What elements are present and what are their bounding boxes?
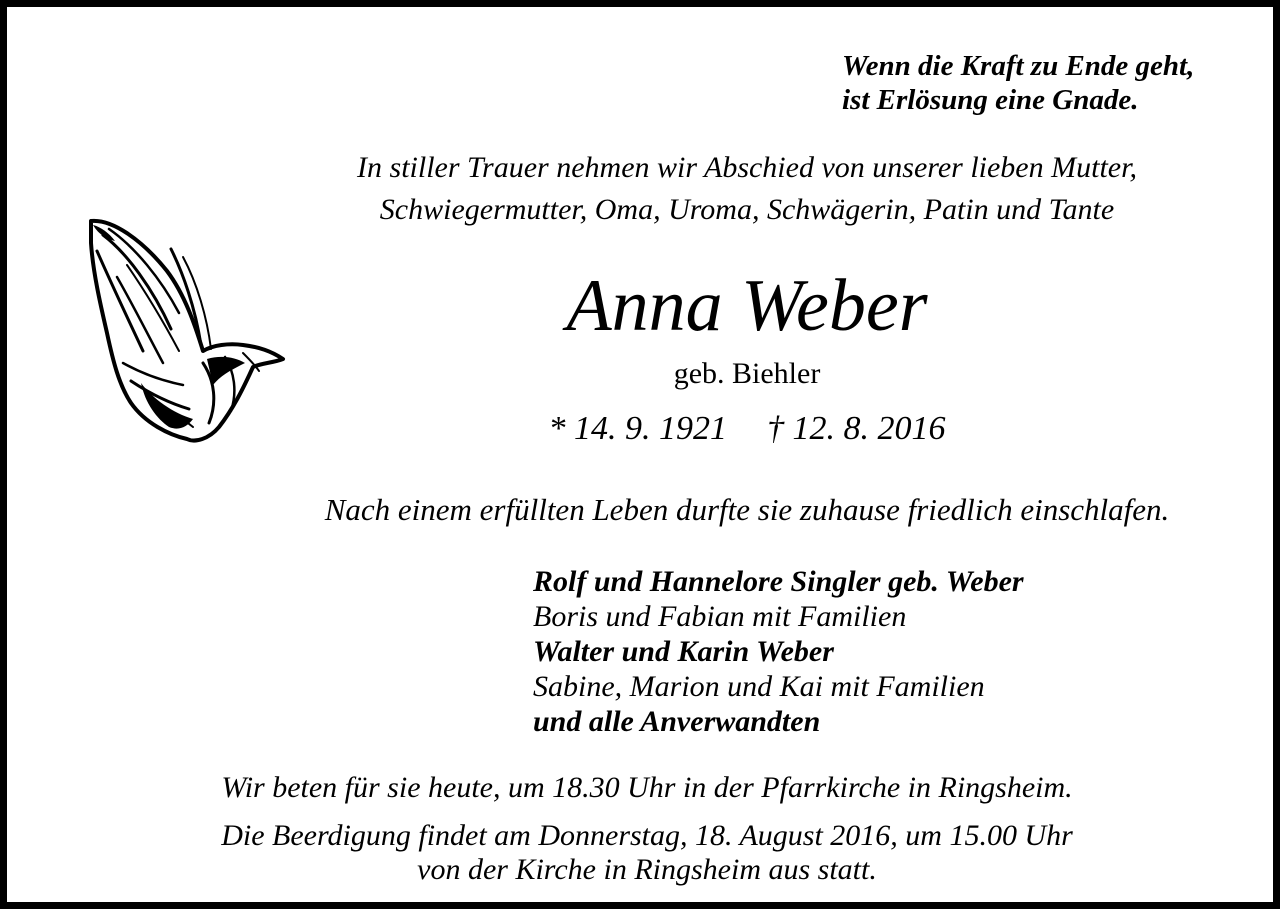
- mourners-list: [533, 564, 1024, 739]
- motto-quote: [842, 49, 1194, 117]
- mourner-line: Walter und Karin Weber: [533, 635, 834, 668]
- death-date: † 12. 8. 2016: [767, 410, 946, 447]
- funeral-notice: [7, 819, 1280, 887]
- birth-date: * 14. 9. 1921: [548, 410, 727, 447]
- mourner-line: Rolf und Hannelore Singler geb. Weber: [533, 565, 1024, 598]
- farewell-message: Nach einem erfüllten Leben durfte sie zuhause friedlich einschlafen.: [324, 492, 1170, 527]
- funeral-line-2: von der Kirche in Ringsheim aus statt.: [417, 853, 877, 886]
- life-dates: [207, 407, 1280, 451]
- motto-line-2: ist Erlösung eine Gnade.: [842, 84, 1139, 116]
- prayer-service-notice: Wir beten für sie heute, um 18.30 Uhr in der Pfarrkirche in Ringsheim.: [221, 771, 1073, 804]
- mourner-line: Sabine, Marion und Kai mit Familien: [533, 670, 985, 703]
- mourner-line: und alle Anverwandten: [533, 705, 821, 738]
- intro-line-2: Schwiegermutter, Oma, Uroma, Schwägerin, Patin und Tante: [379, 193, 1115, 226]
- birth-name: geb. Biehler: [673, 357, 821, 390]
- mourner-line: Boris und Fabian mit Familien: [533, 600, 907, 633]
- intro-line-1: In stiller Trauer nehmen wir Abschied von unserer lieben Mutter,: [357, 151, 1137, 184]
- intro-text: [207, 147, 1280, 231]
- funeral-line-1: Die Beerdigung findet am Donnerstag, 18. August 2016, um 15.00 Uhr: [221, 819, 1073, 852]
- motto-line-1: Wenn die Kraft zu Ende geht,: [842, 50, 1195, 82]
- deceased-name: Anna Weber: [566, 265, 928, 347]
